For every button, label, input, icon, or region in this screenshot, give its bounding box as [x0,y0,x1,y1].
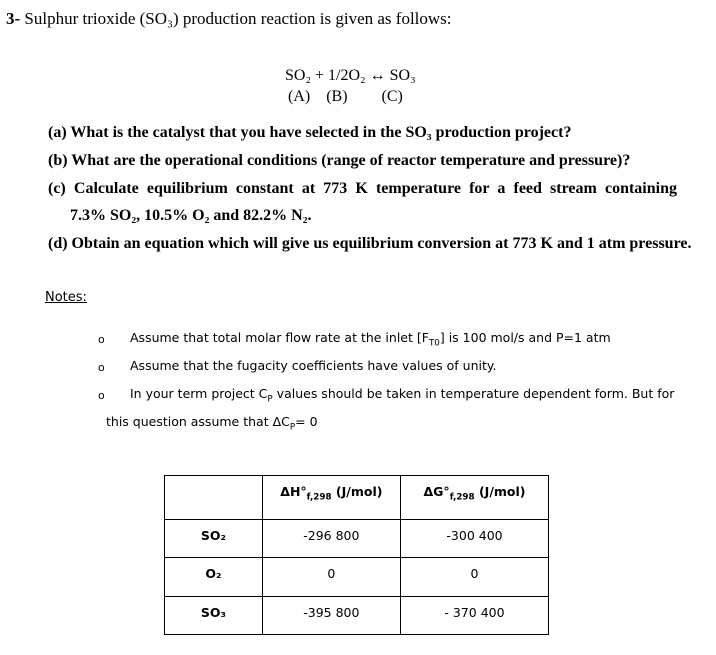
part-b: (b) What are the operational conditions (range of reactor temperature and pressure)? [48,152,631,169]
bullet-icon: o [98,389,105,402]
species-cell: SO₃ [165,596,263,634]
table-header-row [165,476,549,520]
bullet-icon: o [98,361,105,374]
label-c: (C) [381,88,403,105]
table-row [165,596,549,634]
notes-title: Notes: [45,290,87,305]
gibbs-cell: -300 400 [401,519,549,557]
species-cell: SO₂ [165,519,263,557]
label-a: (A) [288,88,311,105]
note-item-3: In your term project $C_P$ values should be taken in temperature dependent form. But for [130,386,675,405]
bullet-icon: o [98,333,105,346]
table-row [165,558,549,596]
note-item-3-continuation: this question assume that $\Delta C_P= 0$ [106,414,318,433]
table-header-species [165,476,263,520]
reaction-equation: SO₂ + 1/2O₂ ↔ SO₃ [285,67,416,84]
enthalpy-cell: -395 800 [262,596,400,634]
table-row [165,519,549,557]
part-c-continuation: 7.3% SO₂, 10.5% O₂ and 82.2% N₂. [70,207,312,224]
enthalpy-cell: -296 800 [262,519,400,557]
question-title [6,9,452,29]
part-a: (a) What is the catalyst that you have selected in the SO₃ production project? [48,124,572,141]
question-title-text: Sulphur trioxide (SO₃) production reaction is given as follows: [20,9,452,28]
reaction-labels [288,88,403,106]
question-number: 3- [6,9,21,28]
enthalpy-cell: 0 [262,558,400,596]
table-header-enthalpy: $\Delta H^\circ_{f,298}$ (J/mol) [262,476,400,520]
note-item-2: Assume that the fugacity coefficients have values of unity. [130,358,497,373]
thermo-data-table [164,475,549,635]
part-d: (d) Obtain an equation which will give us equilibrium conversion at 773 K and 1 atm pressure. [48,235,692,252]
species-cell: O₂ [165,558,263,596]
note-item-1: Assume that total molar flow rate at the inlet $[F_{T0}]$ is 100 mol/s and P=1 atm [130,330,611,349]
gibbs-cell: - 370 400 [401,596,549,634]
gibbs-cell: 0 [401,558,549,596]
table-header-gibbs: $\Delta G^\circ_{f,298}$ (J/mol) [401,476,549,520]
label-b: (B) [326,88,348,105]
part-c: (c) Calculate equilibrium constant at 773 K temperature for a feed stream containing [48,180,677,197]
